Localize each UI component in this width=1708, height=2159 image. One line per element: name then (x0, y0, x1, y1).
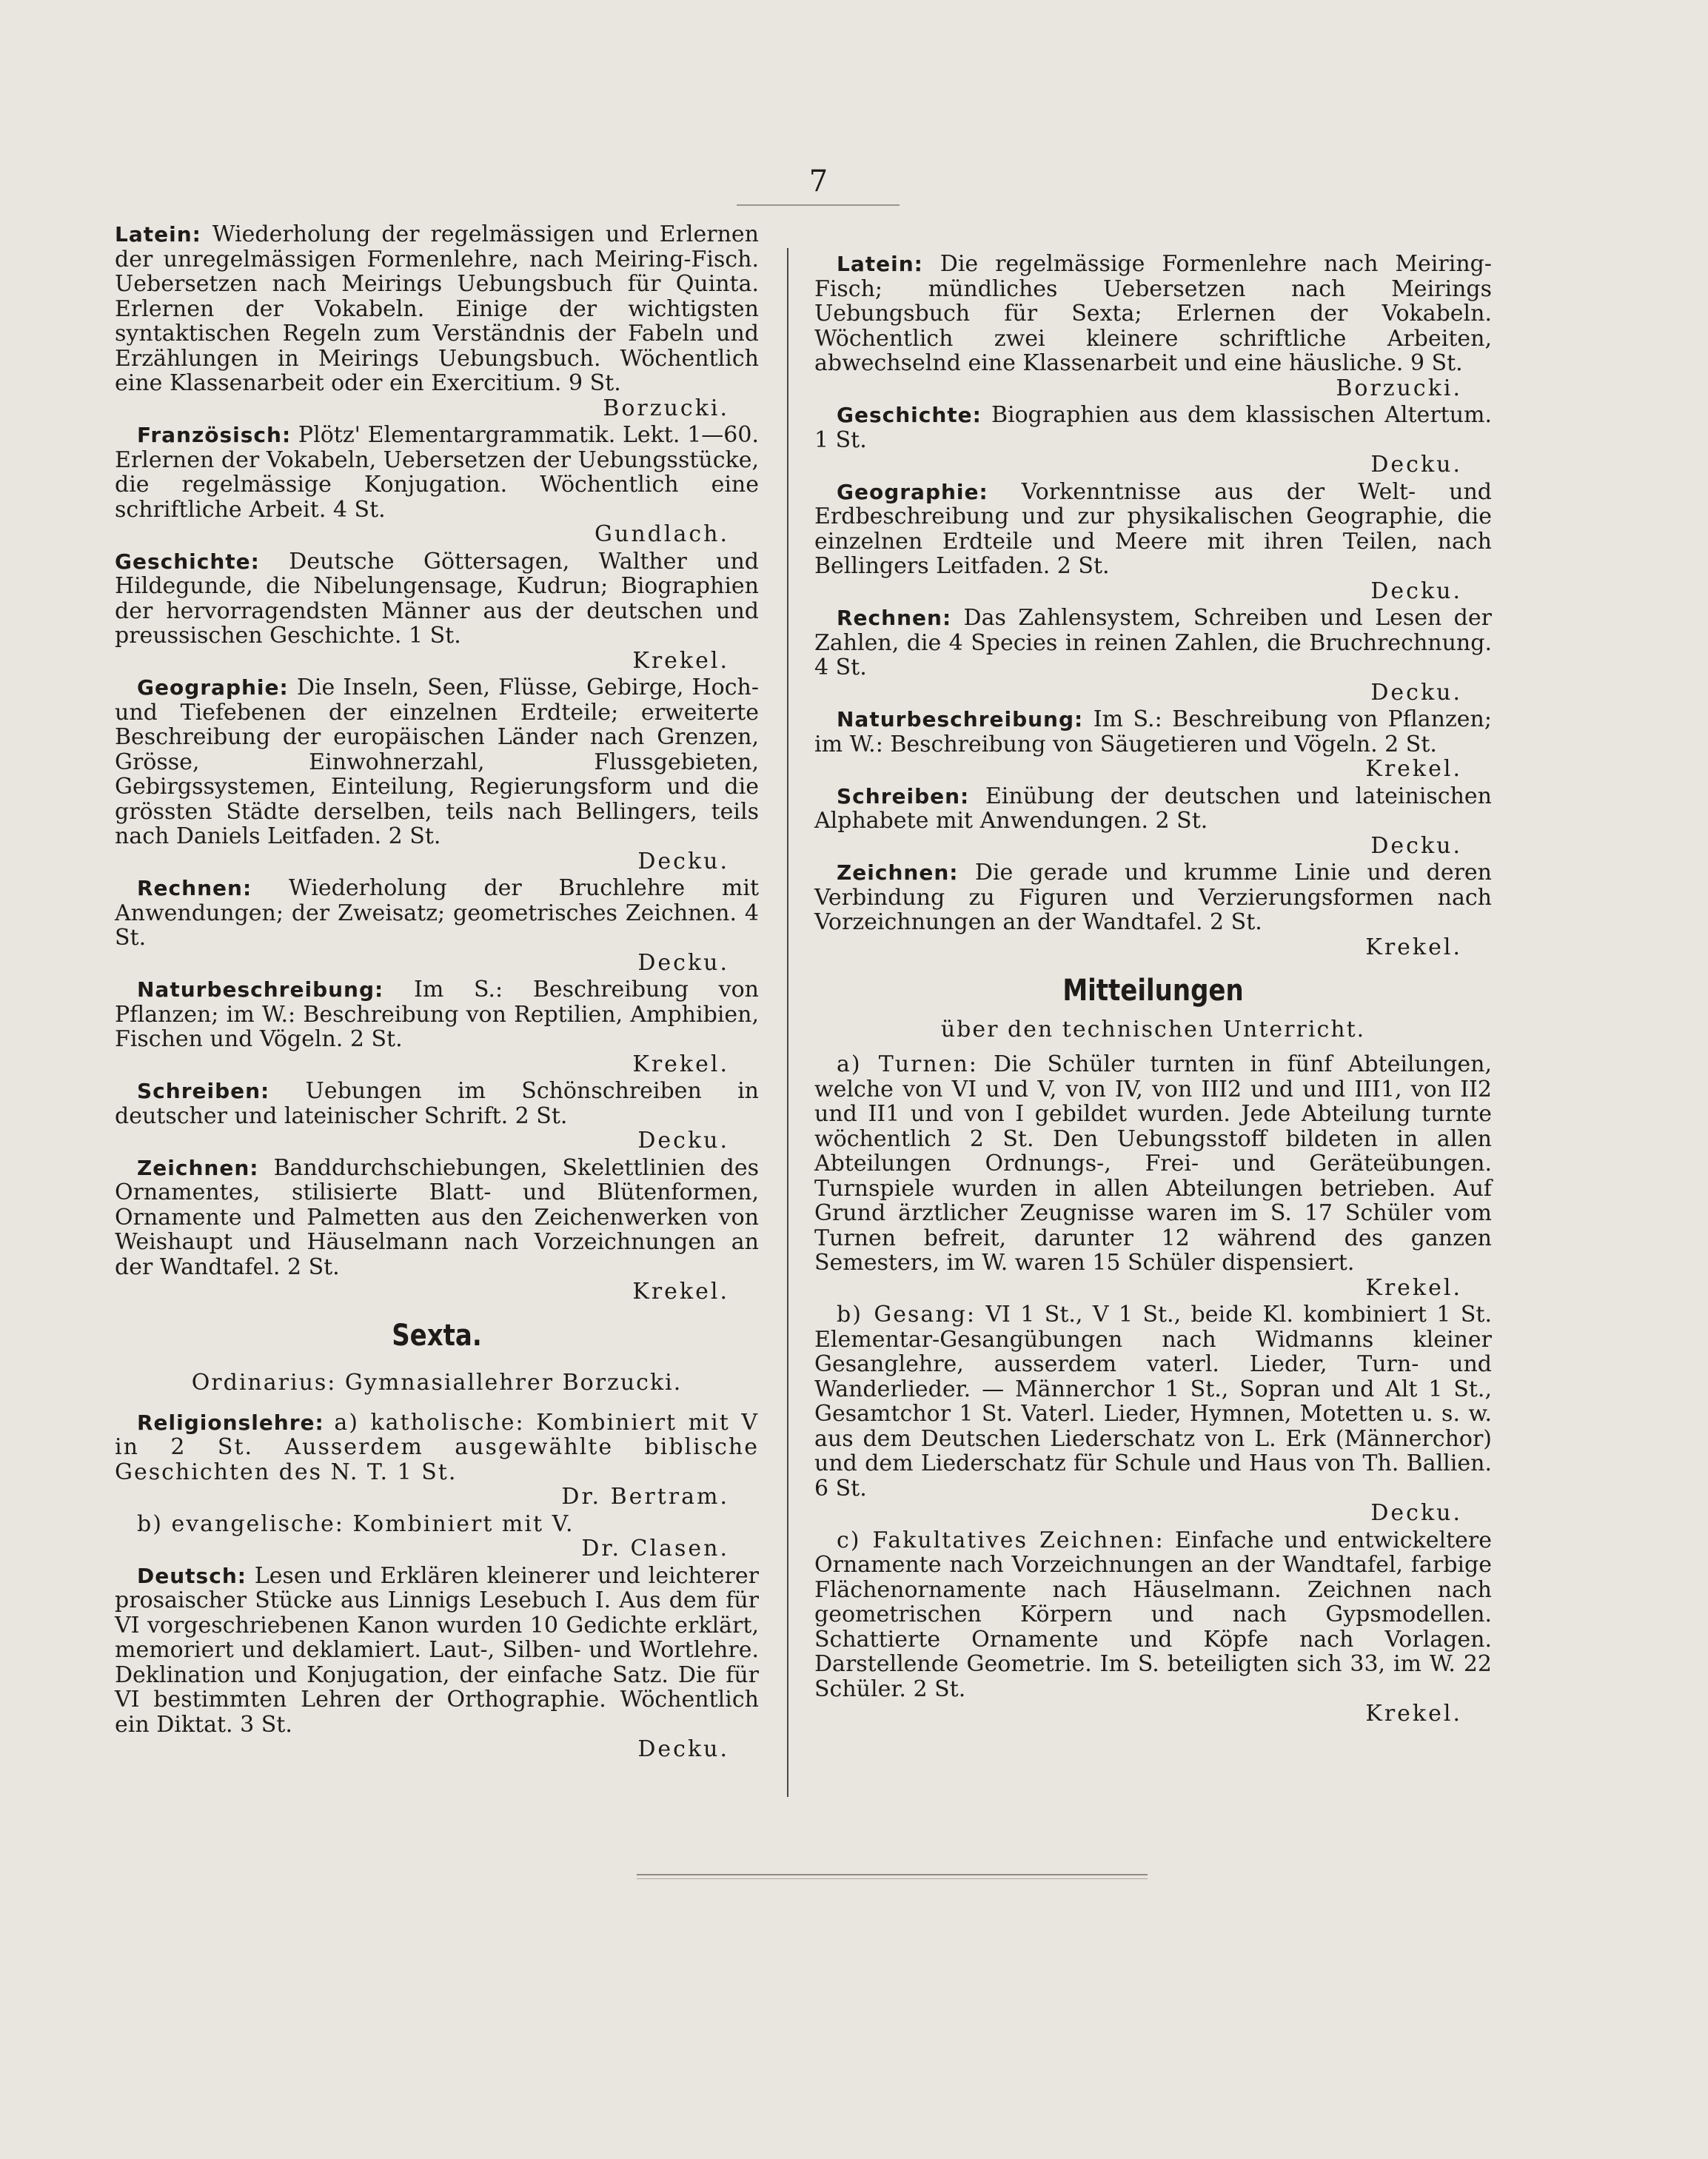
mitteilungen-subtitle: über den technischen Unterricht. (940, 1016, 1366, 1042)
top-rule (737, 204, 900, 206)
entry-latein: Latein: Wiederholung der regelmässigen und Erlernen der unregelmässigen Formenlehre, nach Meiring-Fisch. Uebersetzen nach Meirings Uebungsbuch für Quinta. Erlernen der Vokabeln. Einige der wichtigsten syntaktischen Regeln zum Verständnis der Fabeln und Erzählungen in Meirings Uebungsbuch. Wöchentlich eine Klassenarbeit oder ein Exercitium. 9 St. Borzucki. (115, 221, 759, 421)
entry-rechnen: Rechnen: Wiederholung der Bruchlehre mit Anwendungen; der Zweisatz; geometrisches Zeichnen. 4 St. Decku. (115, 875, 759, 976)
section-title-mitteilungen: Mitteilungen (1062, 974, 1244, 1008)
entry-fakultatives-zeichnen: c) Fakultatives Zeichnen: Einfache und entwickeltere Ornamente nach Vorzeichnungen an der Wandtafel, farbige Flächenornamente nach Häuselmann. Zeichnen nach geometrischen Körpern und nach Gypsmodellen. Schattierte Ornamente und Köpfe nach Vorlagen. Darstellende Geometrie. Im S. beteiligten sich 33, im W. 22 Schüler. 2 St. Krekel. (814, 1527, 1492, 1727)
entry-deutsch: Deutsch: Lesen und Erklären kleinerer und leichterer prosaischer Stücke aus Linnigs Lesebuch I. Aus dem für VI vorgeschriebenen Kanon wurden 10 Gedichte erklärt, memoriert und deklamiert. Laut-, Silben- und Wortlehre. Deklination und Konjugation, der einfache Satz. Die für VI bestimmten Lehren der Orthographie. Wöchentlich ein Diktat. 3 St. Decku. (115, 1562, 759, 1762)
entry-rechnen-sexta: Rechnen: Das Zahlensystem, Schreiben und Lesen der Zahlen, die 4 Species in reinen Zahlen, die Bruchrechnung. 4 St. Decku. (814, 605, 1492, 706)
entry-schreiben: Schreiben: Uebungen im Schönschreiben in deutscher und lateinischer Schrift. 2 St. Decku. (115, 1078, 759, 1154)
entry-naturbeschreibung: Naturbeschreibung: Im S.: Beschreibung von Pflanzen; im W.: Beschreibung von Reptilien, Amphibien, Fischen und Vögeln. 2 St. Krekel. (115, 977, 760, 1077)
entry-turnen: a) Turnen: Die Schüler turnten in fünf Abteilungen, welche von VI und V, von IV, von III2 und und III1, von II2 und II1 und von I gebildet wurden. Jede Abteilung turnte wöchentlich 2 St. Den Uebungsstoff bildeten in allen Abteilungen Ordnungs-, Frei- und Geräteübungen. Turnspiele wurden in allen Abteilungen betrieben. Auf Grund ärztlicher Zeugnisse waren im S. 17 Schüler vom Turnen befreit, darunter 12 während des ganzen Semesters, im W. waren 15 Schüler dispensiert. Krekel. (814, 1051, 1492, 1301)
entry-franzoesisch: Französisch: Plötz' Elementargrammatik. Lekt. 1—60. Erlernen der Vokabeln, Uebersetzen der Uebungsstücke, die regelmässige Konjugation. Wöchentlich eine schriftliche Arbeit. 4 St. Gundlach. (115, 422, 759, 547)
entry-religion-evangelisch: b) evangelische: Kombiniert mit V. Dr. Clasen. (137, 1510, 729, 1561)
bottom-rule-thin (637, 1878, 1148, 1879)
entry-geschichte: Geschichte: Deutsche Göttersagen, Walther und Hildegunde, die Nibelungensage, Kudrun; Biographien der hervorragendsten Männer aus der deutschen und preussischen Geschichte. 1 St. Krekel. (115, 548, 759, 674)
page-number: 7 (808, 164, 828, 198)
entry-geographie-sexta: Geographie: Vorkenntnisse aus der Welt- und Erdbeschreibung und zur physikalischen Geographie, die einzelnen Erdteile und Meere mit ihren Teilen, nach Bellingers Leitfaden. 2 St. Decku. (814, 478, 1492, 604)
section-title-sexta: Sexta. (392, 1318, 482, 1353)
entry-geschichte-sexta: Geschichte: Biographien aus dem klassischen Altertum. 1 St. Decku. (814, 402, 1492, 478)
entry-naturbeschreibung-sexta: Naturbeschreibung: Im S.: Beschreibung von Pflanzen; im W.: Beschreibung von Säugetieren und Vögeln. 2 St. Krekel. (814, 706, 1492, 782)
right-column (814, 252, 1492, 1729)
ordinarius-line: Ordinarius: Gymnasiallehrer Borzucki. (191, 1370, 683, 1396)
entry-religion: Religionslehre: a) katholische: Kombiniert mit V in 2 St. Ausserdem ausgewählte biblische Geschichten des N. T. 1 St. Dr. Bertram. (115, 1409, 759, 1510)
bottom-rule (637, 1874, 1148, 1875)
entry-schreiben-sexta: Schreiben: Einübung der deutschen und lateinischen Alphabete mit Anwendungen. 2 St. Decku. (814, 783, 1492, 859)
entry-zeichnen: Zeichnen: Banddurchschiebungen, Skelettlinien des Ornamentes, stilisierte Blatt- und Blütenformen, Ornamente und Palmetten aus den Zeichenwerken von Weishaupt und Häuselmann nach Vorzeichnungen an der Wandtafel. 2 St. Krekel. (115, 1154, 759, 1305)
left-column (115, 222, 759, 1764)
entry-gesang: b) Gesang: VI 1 St., V 1 St., beide Kl. kombiniert 1 St. Elementar-Gesangübungen nach Widmanns kleiner Gesanglehre, ausserdem vaterl. Lieder, Turn- und Wanderlieder. — Männerchor 1 St., Sopran und Alt 1 St., Gesamtchor 1 St. Vaterl. Lieder, Hymnen, Motetten u. s. w. aus dem Deutschen Liederschatz von L. Erk (Männerchor) und dem Liederschatz für Schule und Haus von Th. Ballien. 6 St. Decku. (814, 1302, 1492, 1526)
column-divider (787, 248, 788, 1797)
entry-geographie: Geographie: Die Inseln, Seen, Flüsse, Gebirge, Hoch- und Tiefebenen der einzelnen Erdteile; erweiterte Beschreibung der europäischen Länder nach Grenzen, Grösse, Einwohnerzahl, Flussgebieten, Gebirgssystemen, Einteilung, Regierungsform und die grössten Städte derselben, teils nach Bellingers, teils nach Daniels Leitfaden. 2 St. Decku. (115, 675, 759, 874)
entry-latein-sexta: Latein: Die regelmässige Formenlehre nach Meiring-Fisch; mündliches Uebersetzen nach Meirings Uebungsbuch für Sexta; Erlernen der Vokabeln. Wöchentlich zwei kleinere schriftliche Arbeiten, abwechselnd eine Klassenarbeit und eine häusliche. 9 St. Borzucki. (814, 251, 1492, 401)
entry-zeichnen-sexta: Zeichnen: Die gerade und krumme Linie und deren Verbindung zu Figuren und Verzierungsformen nach Vorzeichnungen an der Wandtafel. 2 St. Krekel. (814, 860, 1492, 960)
